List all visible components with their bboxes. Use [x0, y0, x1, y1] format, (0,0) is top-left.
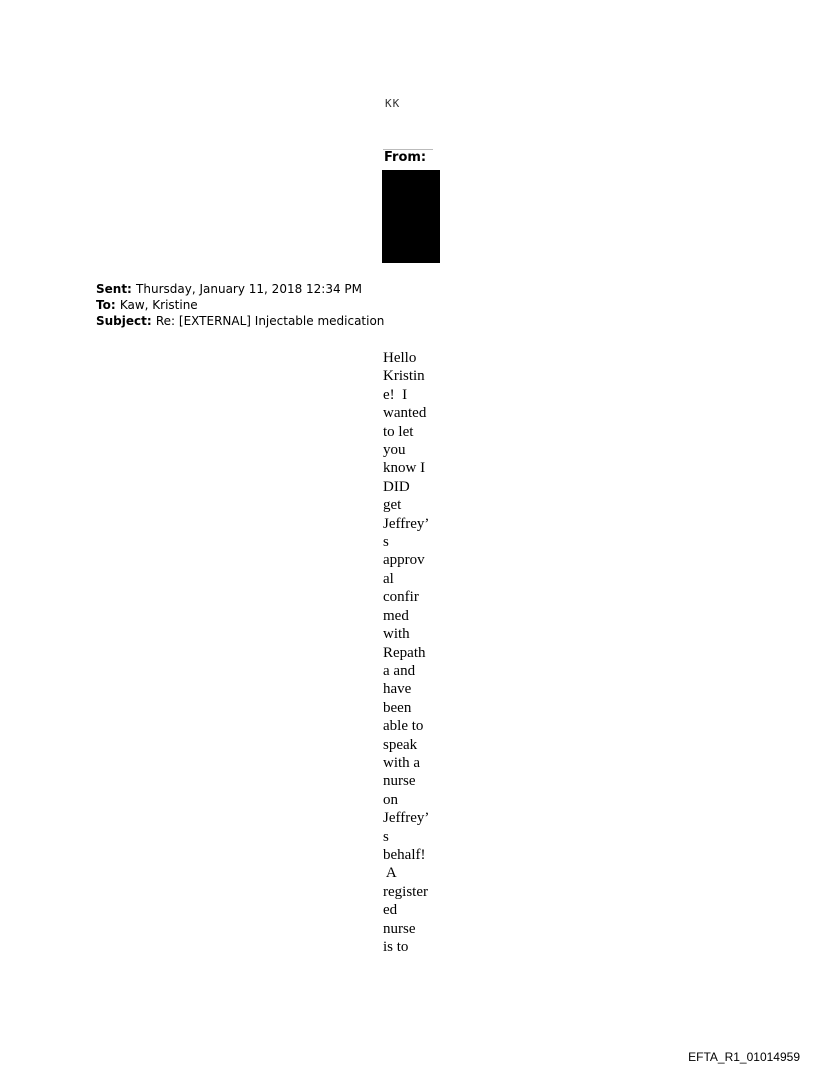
email-body-line: nurse	[383, 773, 416, 790]
email-body-line: al	[383, 570, 394, 587]
email-body-line: behalf!	[383, 846, 426, 863]
email-body-line: able to	[383, 718, 424, 735]
email-body-line: been	[383, 699, 412, 716]
email-body-line: get	[383, 497, 402, 514]
email-body-line: Repath	[383, 644, 426, 661]
email-body-line: nurse	[383, 920, 416, 937]
email-body-line: is to	[383, 939, 409, 955]
email-body	[383, 349, 435, 956]
to-value: Kaw, Kristine	[119, 298, 198, 312]
redacted-sender-block	[382, 170, 440, 263]
sent-label: Sent:	[96, 282, 137, 296]
email-body-line: on	[383, 791, 398, 808]
email-body-line: Kristin	[383, 368, 425, 385]
email-body-line: a and	[383, 662, 416, 679]
to-label: To:	[96, 298, 120, 312]
email-headers	[96, 281, 384, 329]
email-body-line: ed	[383, 902, 398, 919]
email-body-line: e! I	[383, 386, 408, 403]
email-body-line: med	[383, 607, 409, 624]
sent-row	[96, 281, 384, 297]
document-id: EFTA_R1_01014959	[688, 1050, 800, 1064]
email-body-line: wanted	[383, 405, 427, 422]
email-body-line: Jeffrey’	[383, 515, 430, 532]
email-body-line: you	[383, 442, 406, 459]
email-body-line: to let	[383, 423, 414, 440]
email-body-line: register	[383, 883, 428, 900]
email-body-line: know I	[383, 460, 426, 477]
subject-value: Re: [EXTERNAL] Injectable medication	[155, 314, 385, 328]
from-label: From:	[384, 150, 427, 165]
email-body-line: A	[383, 865, 397, 882]
subject-label: Subject:	[96, 314, 156, 328]
email-body-line: Hello	[383, 350, 417, 366]
email-body-line: with	[383, 626, 410, 643]
sender-initials: KK	[385, 97, 401, 110]
email-body-line: s	[383, 828, 389, 845]
email-body-line: with a	[383, 754, 421, 771]
email-body-line: approv	[383, 552, 425, 569]
email-body-line: DID	[383, 478, 410, 495]
to-row	[96, 297, 384, 313]
subject-row	[96, 313, 384, 329]
email-body-line: confir	[383, 589, 419, 606]
sent-value: Thursday, January 11, 2018 12:34 PM	[136, 282, 363, 296]
email-body-line: Jeffrey’	[383, 810, 430, 827]
email-body-line: have	[383, 681, 412, 698]
email-body-line: s	[383, 534, 389, 551]
email-body-line: speak	[383, 736, 418, 753]
